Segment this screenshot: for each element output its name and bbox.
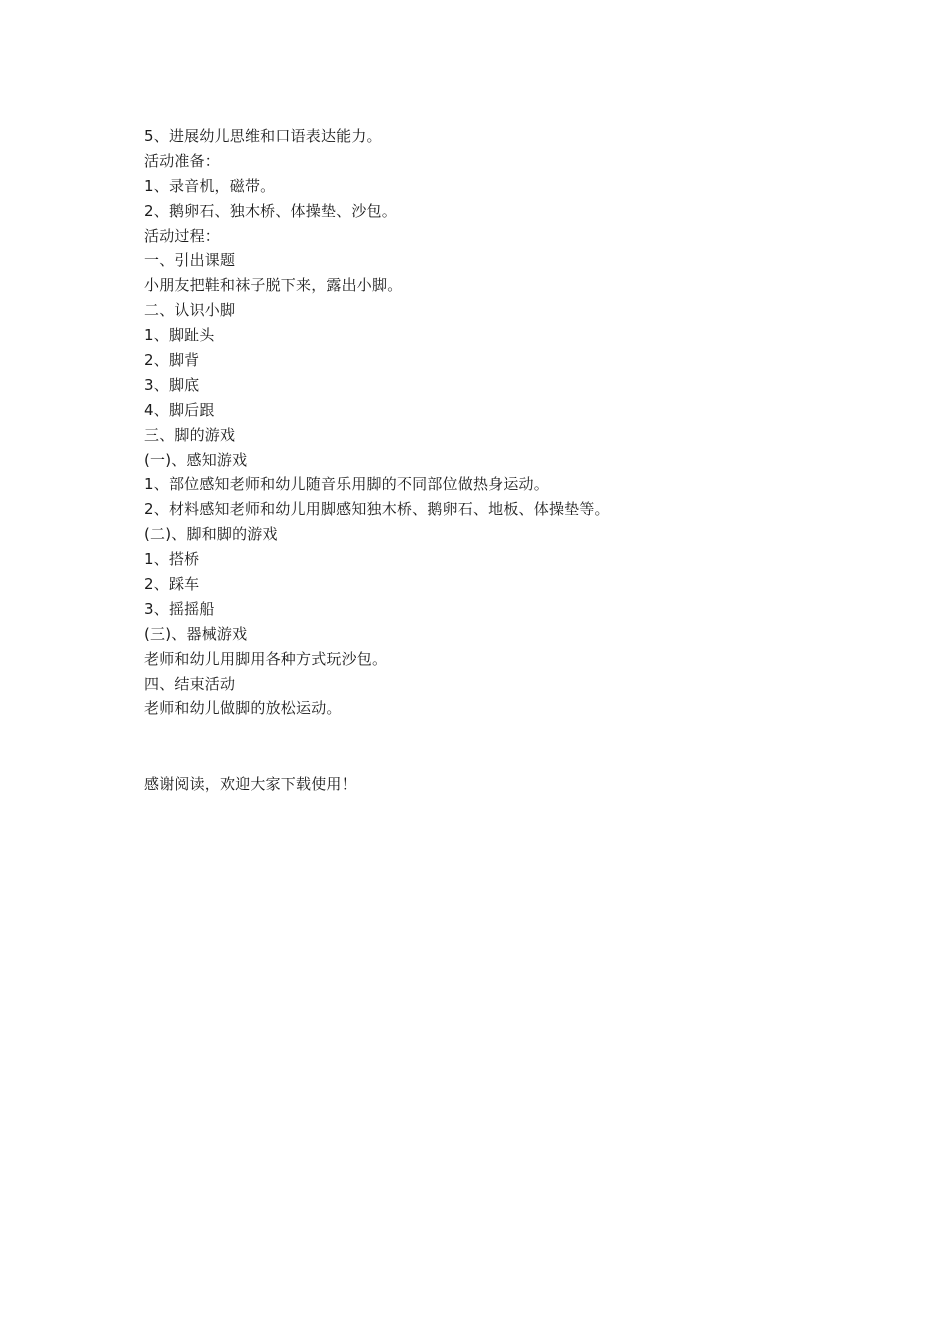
subsection-heading: (二)、脚和脚的游戏 — [144, 525, 278, 544]
section-heading: 二、认识小脚 — [144, 301, 236, 320]
section-heading: 四、结束活动 — [144, 674, 236, 693]
subsection-heading: (一)、感知游戏 — [144, 450, 248, 469]
list-item: 1、部位感知老师和幼儿随音乐用脚的不同部位做热身运动。 — [144, 475, 549, 494]
text-line: 老师和幼儿用脚用各种方式玩沙包。 — [144, 649, 388, 668]
list-item: 2、材料感知老师和幼儿用脚感知独木桥、鹅卵石、地板、体操垫等。 — [144, 500, 610, 519]
text-line: 2、鹅卵石、独木桥、体操垫、沙包。 — [144, 201, 397, 220]
subsection-heading: (三)、器械游戏 — [144, 624, 248, 643]
closing-note: 感谢阅读，欢迎大家下载使用！ — [144, 775, 357, 793]
list-item: 3、脚底 — [144, 375, 200, 394]
document-body — [144, 124, 804, 721]
text-line: 小朋友把鞋和袜子脱下来，露出小脚。 — [144, 276, 403, 295]
section-heading: 活动准备： — [144, 151, 221, 170]
list-item: 2、踩车 — [144, 575, 200, 594]
text-line: 老师和幼儿做脚的放松运动。 — [144, 699, 342, 718]
list-item: 2、脚背 — [144, 351, 200, 370]
text-line: 5、进展幼儿思维和口语表达能力。 — [144, 127, 382, 145]
section-heading: 一、引出课题 — [144, 251, 236, 270]
list-item: 3、摇摇船 — [144, 599, 215, 618]
section-heading: 活动过程： — [144, 226, 221, 245]
list-item: 1、搭桥 — [144, 550, 200, 569]
section-heading: 三、脚的游戏 — [144, 425, 236, 444]
list-item: 1、脚趾头 — [144, 326, 215, 345]
list-item: 4、脚后跟 — [144, 400, 215, 419]
text-line: 1、录音机，磁带。 — [144, 176, 276, 195]
